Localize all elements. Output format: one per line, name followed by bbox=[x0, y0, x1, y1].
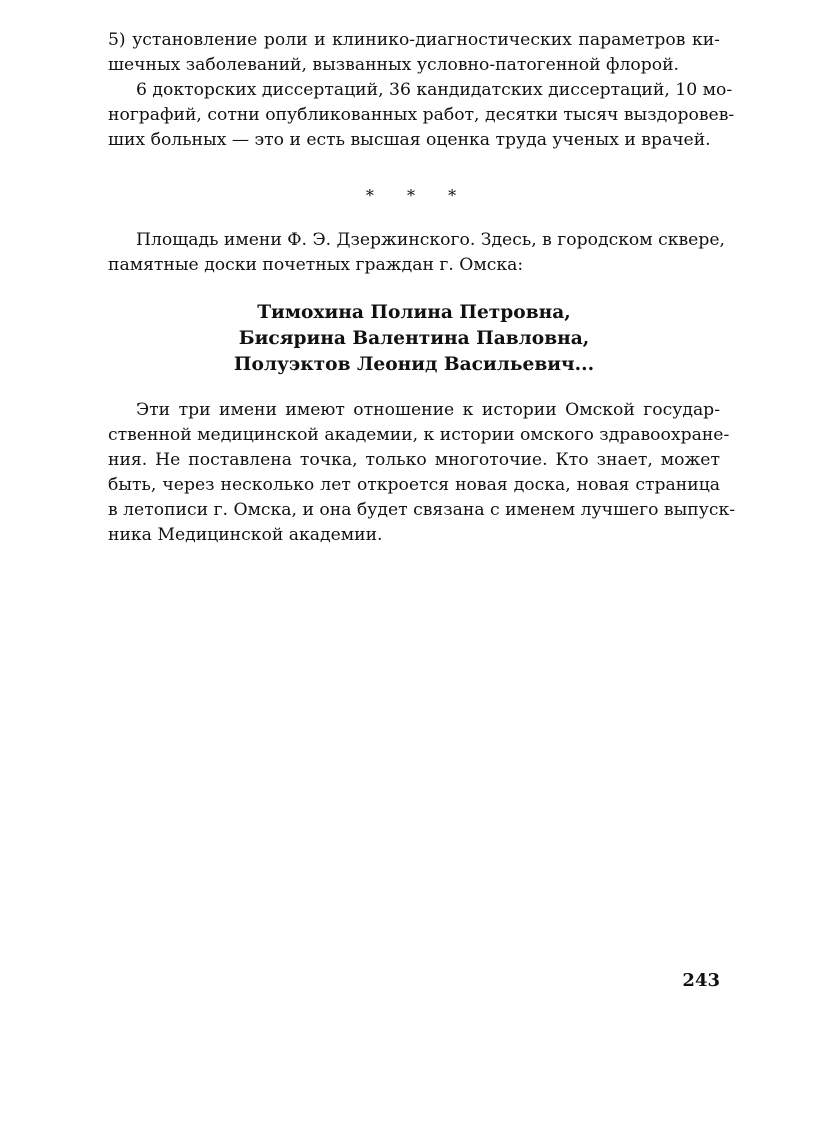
text-line: ших больных — это и есть высшая оценка труда ученых и врачей. bbox=[108, 130, 711, 150]
text-line: ника Медицинской академии. bbox=[108, 525, 383, 545]
paragraph-dzerzhinsky-square bbox=[108, 228, 725, 278]
text-line: памятные доски почетных граждан г. Омска: bbox=[108, 255, 524, 275]
text-line: 6 докторских диссертаций, 36 кандидатских диссертаций, 10 мо- bbox=[136, 80, 733, 100]
text-line: Эти три имени имеют отношение к истории Омской государ- bbox=[136, 400, 720, 420]
text-line: ственной медицинской академии, к истории омского здравоохране- bbox=[108, 425, 730, 445]
text-line: быть, через несколько лет откроется новая доска, новая страница bbox=[108, 475, 720, 495]
text-line: в летописи г. Омска, и она будет связана с именем лучшего выпуск- bbox=[108, 500, 736, 520]
paragraph-three-names bbox=[108, 398, 736, 548]
honorary-citizen-name: Полуэктов Леонид Васильевич... bbox=[233, 354, 595, 375]
section-separator: * * * bbox=[365, 186, 471, 205]
honorary-citizen-name: Тимохина Полина Петровна, bbox=[257, 302, 571, 323]
text-line: Площадь имени Ф. Э. Дзержинского. Здесь, в городском сквере, bbox=[136, 230, 725, 250]
text-line: шечных заболеваний, вызванных условно-патогенной флорой. bbox=[108, 55, 680, 75]
page-body bbox=[108, 28, 736, 548]
text-line: нографий, сотни опубликованных работ, десятки тысяч выздоровев- bbox=[108, 105, 735, 125]
paragraph-dissertations bbox=[108, 78, 735, 153]
page-number: 243 bbox=[682, 970, 720, 991]
text-line: ния. Не поставлена точка, только многоточие. Кто знает, может bbox=[108, 450, 720, 470]
honorary-citizens-list bbox=[108, 300, 720, 378]
text-line: 5) установление роли и клинико-диагностических параметров ки- bbox=[108, 30, 720, 50]
paragraph-research-directions bbox=[108, 28, 720, 78]
honorary-citizen-name: Бисярина Валентина Павловна, bbox=[238, 328, 590, 349]
